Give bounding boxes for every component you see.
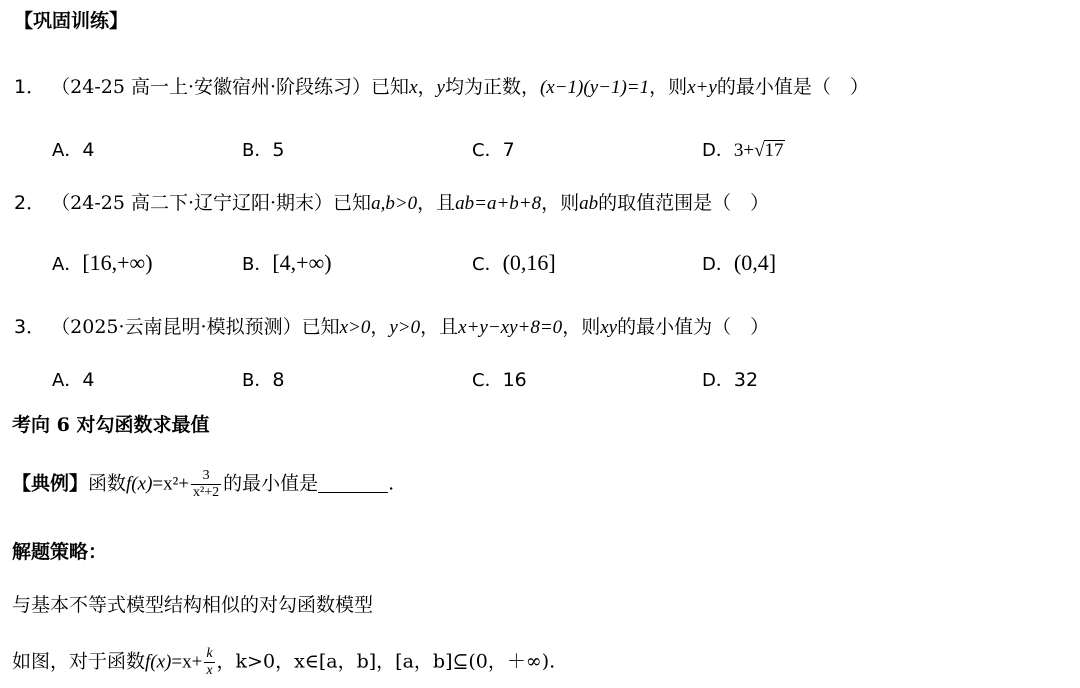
expression: ab bbox=[579, 193, 599, 214]
question-text: ，则 bbox=[562, 316, 601, 338]
option-a[interactable] bbox=[52, 250, 153, 276]
sqrt-radicand: 17 bbox=[764, 140, 784, 161]
fraction-numerator: k bbox=[206, 646, 213, 661]
option-b[interactable] bbox=[242, 136, 284, 162]
var-y: y bbox=[436, 77, 445, 98]
option-a[interactable] bbox=[52, 136, 94, 162]
question-number: 1． bbox=[14, 76, 46, 98]
question-text: 已知 bbox=[371, 76, 410, 98]
expression: x+y bbox=[687, 77, 717, 98]
option-b[interactable] bbox=[242, 250, 332, 276]
condition: y>0 bbox=[389, 317, 421, 338]
question-number: 3． bbox=[14, 316, 46, 338]
answer-blank[interactable] bbox=[318, 474, 388, 493]
option-c[interactable] bbox=[472, 136, 515, 162]
question-text: ，则 bbox=[541, 192, 580, 214]
option-label: D． bbox=[702, 254, 734, 275]
expression: xy bbox=[600, 317, 618, 338]
option-value: 3+ bbox=[733, 140, 755, 161]
question-3 bbox=[14, 312, 769, 339]
strategy-line: 与基本不等式模型结构相似的对勾函数模型 bbox=[12, 594, 374, 616]
question-text: ，则 bbox=[649, 76, 688, 98]
option-label: A． bbox=[52, 254, 83, 275]
option-a[interactable] bbox=[52, 366, 94, 392]
fraction bbox=[204, 646, 214, 679]
fraction bbox=[191, 468, 221, 501]
option-d[interactable] bbox=[702, 250, 776, 276]
section-title: 【巩固训练】 bbox=[14, 10, 129, 32]
option-value: 5 bbox=[272, 139, 285, 161]
option-label: B． bbox=[242, 140, 273, 161]
option-value: (0,16] bbox=[502, 250, 556, 275]
fraction-denominator: x bbox=[206, 663, 213, 678]
option-value: [4,+∞) bbox=[272, 250, 332, 275]
option-value: 16 bbox=[502, 369, 527, 391]
option-value: 4 bbox=[82, 369, 95, 391]
option-label: C． bbox=[472, 370, 503, 391]
question-text: ， bbox=[370, 316, 390, 338]
example-text: 的最小值是 bbox=[223, 472, 319, 495]
option-d[interactable] bbox=[702, 366, 758, 392]
example-problem bbox=[12, 468, 394, 501]
question-text: 已知 bbox=[301, 316, 340, 338]
question-source: （24-25 高一上·安徽宿州·阶段练习） bbox=[51, 76, 372, 98]
definition-text: ，k>0，x∈[a，b]，[a，b]⊆(0，＋∞). bbox=[216, 650, 556, 673]
option-b[interactable] bbox=[242, 366, 284, 392]
question-1 bbox=[14, 72, 869, 99]
question-source: （24-25 高二下·辽宁辽阳·期末） bbox=[51, 192, 334, 214]
period: . bbox=[388, 472, 395, 495]
topic-heading: 考向 6 对勾函数求最值 bbox=[12, 414, 210, 436]
example-tag: 【典例】 bbox=[12, 472, 89, 495]
question-text: 均为正数， bbox=[444, 76, 540, 98]
strategy-heading: 解题策略： bbox=[12, 541, 108, 563]
function-name: f(x) bbox=[126, 473, 153, 495]
option-label: A． bbox=[52, 370, 83, 391]
option-value: [16,+∞) bbox=[82, 250, 153, 275]
equation: x+y−xy+8=0 bbox=[458, 317, 563, 338]
option-value: 32 bbox=[733, 369, 759, 391]
question-text: 已知 bbox=[333, 192, 372, 214]
option-label: A． bbox=[52, 140, 83, 161]
function-body: =x²+ bbox=[152, 473, 190, 495]
question-text: ，且 bbox=[420, 316, 459, 338]
equation: ab=a+b+8 bbox=[455, 193, 542, 214]
definition-text: 如图，对于函数 bbox=[12, 650, 146, 673]
condition: x>0 bbox=[339, 317, 371, 338]
option-label: B． bbox=[242, 254, 273, 275]
question-source: （2025·云南昆明·模拟预测） bbox=[51, 316, 302, 338]
question-2 bbox=[14, 188, 769, 215]
question-number: 2． bbox=[14, 192, 46, 214]
option-value: 7 bbox=[502, 139, 515, 161]
fraction-numerator: 3 bbox=[191, 468, 221, 485]
option-value: (0,4] bbox=[733, 250, 777, 275]
option-label: C． bbox=[472, 254, 503, 275]
option-label: D． bbox=[702, 140, 734, 161]
question-text: 的最小值是（ ） bbox=[716, 76, 869, 98]
option-label: C． bbox=[472, 140, 503, 161]
separator: ， bbox=[417, 76, 437, 98]
option-c[interactable] bbox=[472, 250, 556, 276]
function-definition-line bbox=[12, 646, 555, 679]
option-d[interactable] bbox=[702, 136, 785, 162]
option-c[interactable] bbox=[472, 366, 527, 392]
function-body: =x+ bbox=[171, 651, 203, 673]
option-value: 4 bbox=[82, 139, 95, 161]
option-value: 8 bbox=[272, 369, 285, 391]
sqrt-sign: √ bbox=[754, 140, 765, 161]
option-label: B． bbox=[242, 370, 273, 391]
question-text: 的取值范围是（ ） bbox=[598, 192, 770, 214]
equation: (x−1)(y−1)=1 bbox=[539, 77, 650, 98]
fraction-denominator: x²+2 bbox=[193, 485, 220, 500]
question-text: ，且 bbox=[417, 192, 456, 214]
function-name: f(x) bbox=[145, 651, 172, 673]
var-x: x bbox=[409, 77, 418, 98]
option-label: D． bbox=[702, 370, 734, 391]
example-text: 函数 bbox=[88, 472, 127, 495]
condition: a,b>0 bbox=[371, 193, 418, 214]
question-text: 的最小值为（ ） bbox=[617, 316, 770, 338]
